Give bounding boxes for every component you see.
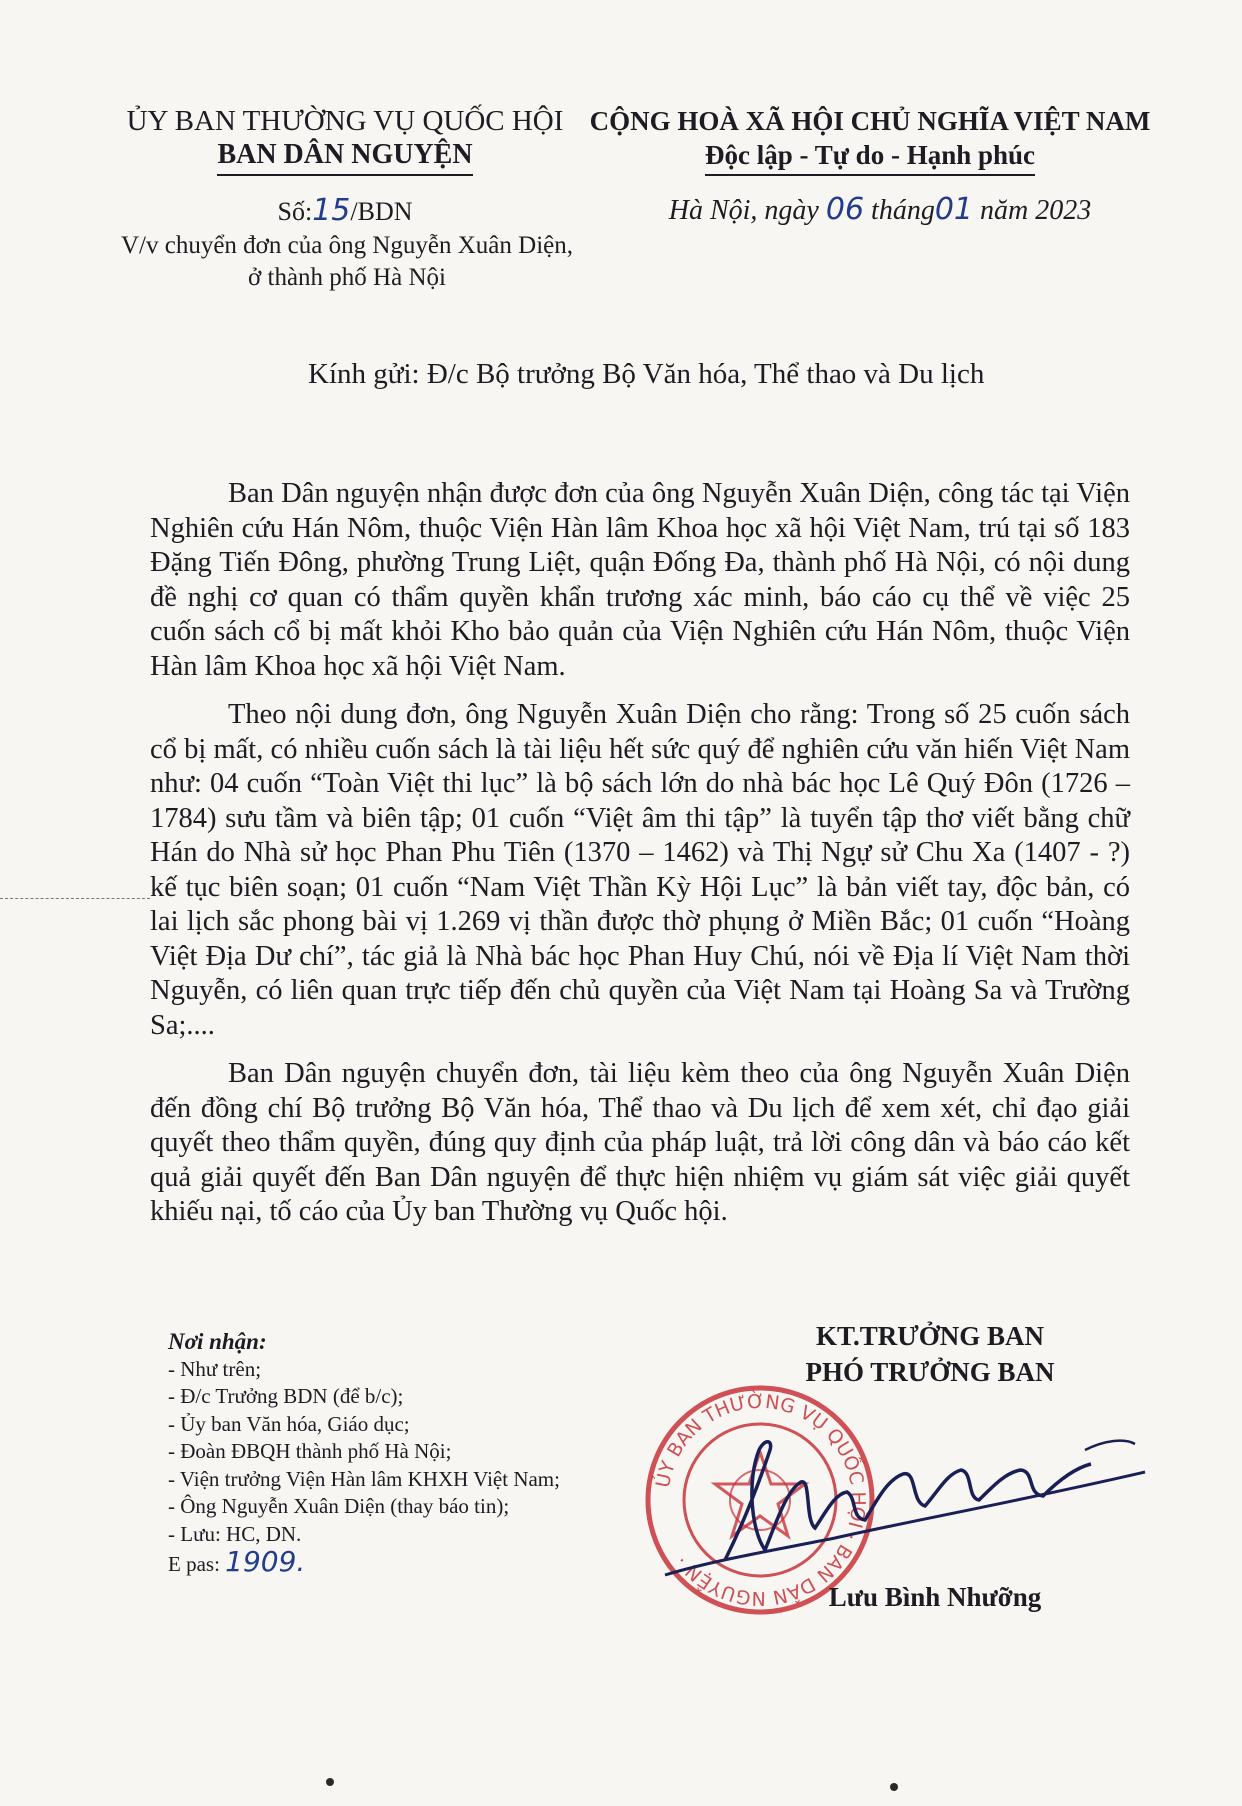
date-line: [600, 192, 1160, 229]
letter-body: [150, 477, 1130, 1244]
margin-divider: [0, 898, 150, 899]
addressee: Kính gửi: Đ/c Bộ trưởng Bộ Văn hóa, Thể thao và Du lịch: [308, 358, 985, 390]
document-number: [110, 195, 580, 228]
distribution-item: - Lưu: HC, DN.: [168, 1521, 302, 1546]
national-title: CỘNG HOÀ XÃ HỘI CHỦ NGHĨA VIỆT NAM: [589, 106, 1151, 136]
scan-speck: [326, 1778, 334, 1786]
document-subject: [92, 230, 602, 294]
paragraph-1: Ban Dân nguyện nhận được đơn của ông Nguyễn Xuân Diện, công tác tại Viện Nghiên cứu Hán Nôm, thuộc Viện Hàn lâm Khoa học xã hội Việt Nam, trú tại số 183 Đặng Tiến Đông, phường Trung Liệt, quận Đống Đa, thành phố Hà Nội, có nội dung đề nghị cơ quan có thẩm quyền khẩn trương xác minh, báo cáo cụ thể về việc 25 cuốn sách cổ bị mất khỏi Kho bảo quản của Viện Nghiên cứu Hán Nôm, thuộc Viện Hàn lâm Khoa học xã hội Việt Nam.: [150, 478, 1130, 682]
date-day: 06: [825, 192, 865, 227]
epas-value: 1909.: [225, 1545, 306, 1578]
distribution-item: - Như trên;: [168, 1356, 262, 1381]
handwritten-signature-icon: [655, 1410, 1155, 1585]
distribution-item: - Đ/c Trưởng BDN (để b/c);: [168, 1384, 404, 1408]
issuing-agency-block: [110, 104, 580, 176]
document-number-suffix: /BDN: [350, 197, 413, 226]
issuing-agency-text: BAN DÂN NGUYỆN: [217, 138, 472, 176]
date-mid: tháng: [871, 195, 935, 226]
date-suffix: năm 2023: [980, 195, 1092, 226]
date-prefix: Hà Nội, ngày: [668, 195, 819, 226]
distribution-list: [168, 1328, 648, 1579]
subject-line-2: ở thành phố Hà Nội: [248, 264, 446, 291]
signer-title-1: KT.TRƯỞNG BAN: [815, 1321, 1044, 1351]
svg-text:ỦY BAN THƯỜNG VỤ QUỐC HỘI · BA: ỦY BAN THƯỜNG VỤ QUỐC HỘI · BAN DÂN NGUYỆN ·: [651, 1390, 870, 1610]
parent-agency: ỦY BAN THƯỜNG VỤ QUỐC HỘI: [126, 105, 564, 137]
distribution-title: Nơi nhận:: [168, 1329, 267, 1354]
document-number-prefix: Số:: [277, 197, 313, 226]
national-title-block: [585, 104, 1155, 176]
date-month: 01: [934, 192, 974, 227]
epas-label: E pas:: [168, 1552, 220, 1576]
signer-title-2: PHÓ TRƯỞNG BAN: [805, 1357, 1055, 1387]
paragraph-3: Ban Dân nguyện chuyển đơn, tài liệu kèm theo của ông Nguyễn Xuân Diện đến đồng chí Bộ trưởng Bộ Văn hóa, Thể thao và Du lịch để xem xét, chỉ đạo giải quyết theo thẩm quyền, đúng quy định của pháp luật, trả lời công dân và báo cáo kết quả giải quyết đến Ban Dân nguyện để thực hiện nhiệm vụ giám sát việc giải quyết khiếu nại, tố cáo của Ủy ban Thường vụ Quốc hội.: [150, 1058, 1130, 1227]
signer-name: Lưu Bình Nhưỡng: [828, 1582, 1042, 1612]
national-motto-text: Độc lập - Tự do - Hạnh phúc: [705, 138, 1035, 176]
issuing-agency: [110, 138, 580, 176]
paragraph-2: Theo nội dung đơn, ông Nguyễn Xuân Diện cho rằng: Trong số 25 cuốn sách cổ bị mất, có nhiều cuốn sách là tài liệu hết sức quý để nghiên cứu văn hiến Việt Nam như: 04 cuốn “Toàn Việt thi lục” là bộ sách lớn do nhà bác học Lê Quý Đôn (1726 – 1784) sưu tầm và biên tập; 01 cuốn “Việt âm thi tập” là tuyển tập thơ viết bằng chữ Hán do Nhà sử học Phan Phu Tiên (1370 – 1462) và Thị Ngự sử Chu Xa (1407 - ?) kế tục biên soạn; 01 cuốn “Nam Việt Thần Kỳ Hội Lục” là bản viết tay, độc bản, có lai lịch sắc phong bài vị 1.269 vị thần được thờ phụng ở Miền Bắc; 01 cuốn “Hoàng Việt Địa Dư chí”, tác giả là Nhà bác học Phan Huy Chú, nói về Địa lí Việt Nam thời Nguyễn, có liên quan trực tiếp đến chủ quyền của Việt Nam tại Hoàng Sa và Trường Sa;....: [150, 699, 1130, 1041]
distribution-item: - Đoàn ĐBQH thành phố Hà Nội;: [168, 1439, 452, 1463]
national-motto: [585, 138, 1155, 176]
distribution-item: - Ông Nguyễn Xuân Diện (thay báo tin);: [168, 1494, 510, 1518]
epas-line: [168, 1545, 648, 1579]
distribution-item: - Viện trưởng Viện Hàn lâm KHXH Việt Nam;: [168, 1466, 560, 1491]
subject-line-1: V/v chuyển đơn của ông Nguyễn Xuân Diện,: [120, 232, 573, 259]
distribution-item: - Ủy ban Văn hóa, Giáo dục;: [168, 1411, 410, 1436]
document-number-value: 15: [312, 193, 351, 228]
scan-speck: [890, 1783, 898, 1791]
